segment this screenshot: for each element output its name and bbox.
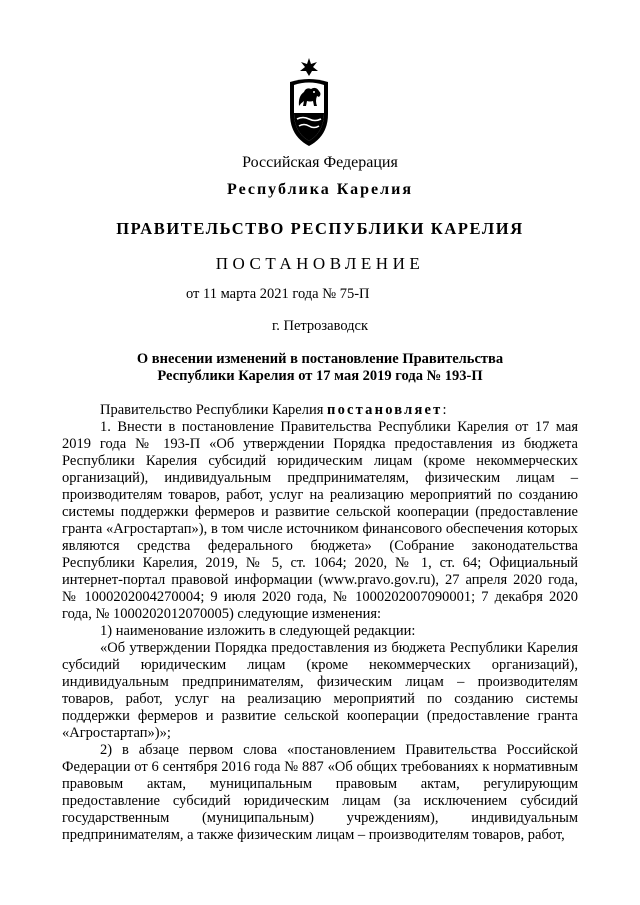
republic-name: Республика Карелия bbox=[227, 181, 413, 198]
date-number: от 11 марта 2021 года № 75-П bbox=[186, 286, 370, 302]
city: г. Петрозаводск bbox=[271, 318, 369, 334]
preamble-lead: Правительство Республики Карелия bbox=[100, 402, 328, 418]
title-line-1: О внесении изменений в постановление Правительства bbox=[136, 351, 504, 367]
paragraph-1: 1. Внести в постановление Правительства Республики Карелия от 17 мая 2019 года № 193-П «Об утверждении Порядка предоставления из бюджета Республики Карелия субсидий юридическим лицам (кроме некоммерческих организаций), индивидуальным предпринимателям, физическим лицам – производителям товаров, работ, услуг на реализацию мероприятий по созданию системы поддержки фермеров и развитие сельской кооперации (предоставление гранта «Агростартап»), в том числе источником финансового обеспечения которых являются средства федерального бюджета» (Собрание законодательства Республики Карелия, 2019, № 5, ст. 1064; 2020, № 1, ст. 64; Официальный интернет-портал правовой информации (www.pravo.gov.ru), 27 апреля 2020 года, № 1000202004270004; 9 июля 2020 года, № 1000202007090001; 7 декабря 2020 года, № 1000202012070005) следующие изменения: bbox=[62, 419, 578, 622]
preamble bbox=[62, 402, 578, 419]
document-body bbox=[62, 402, 578, 844]
paragraph-3: «Об утверждении Порядка предоставления из бюджета Республики Карелия субсидий юридическим лицам (кроме некоммерческих организаций), индивидуальным предпринимателям, физическим лицам – производителям товаров, работ, услуг на реализацию мероприятий по созданию системы поддержки фермеров и развитие сельской кооперации (предоставление гранта «Агростартап»)»; bbox=[62, 640, 578, 741]
document-type: ПОСТАНОВЛЕНИЕ bbox=[215, 254, 425, 273]
country-name: Российская Федерация bbox=[242, 154, 398, 171]
paragraph-4: 2) в абзаце первом слова «постановлением Правительства Российской Федерации от 6 сентября 2016 года № 887 «Об общих требованиях к нормативным правовым актам, муниципальным правовым актам, регулирующим предоставление субсидий юридическим лицам (за исключением субсидий государственным (муниципальным) учреждениям), индивидуальным предпринимателям, а также физическим лицам – производителям товаров, работ, bbox=[62, 742, 578, 843]
karelia-coat-of-arms-icon bbox=[284, 56, 334, 148]
document-title bbox=[0, 351, 640, 385]
paragraph-2: 1) наименование изложить в следующей редакции: bbox=[100, 623, 416, 639]
preamble-end: : bbox=[442, 402, 447, 418]
title-line-2: Республики Карелия от 17 мая 2019 года № 193-П bbox=[157, 368, 483, 384]
preamble-verb: постановляет bbox=[327, 402, 443, 418]
government-name: ПРАВИТЕЛЬСТВО РЕСПУБЛИКИ КАРЕЛИЯ bbox=[116, 219, 524, 238]
